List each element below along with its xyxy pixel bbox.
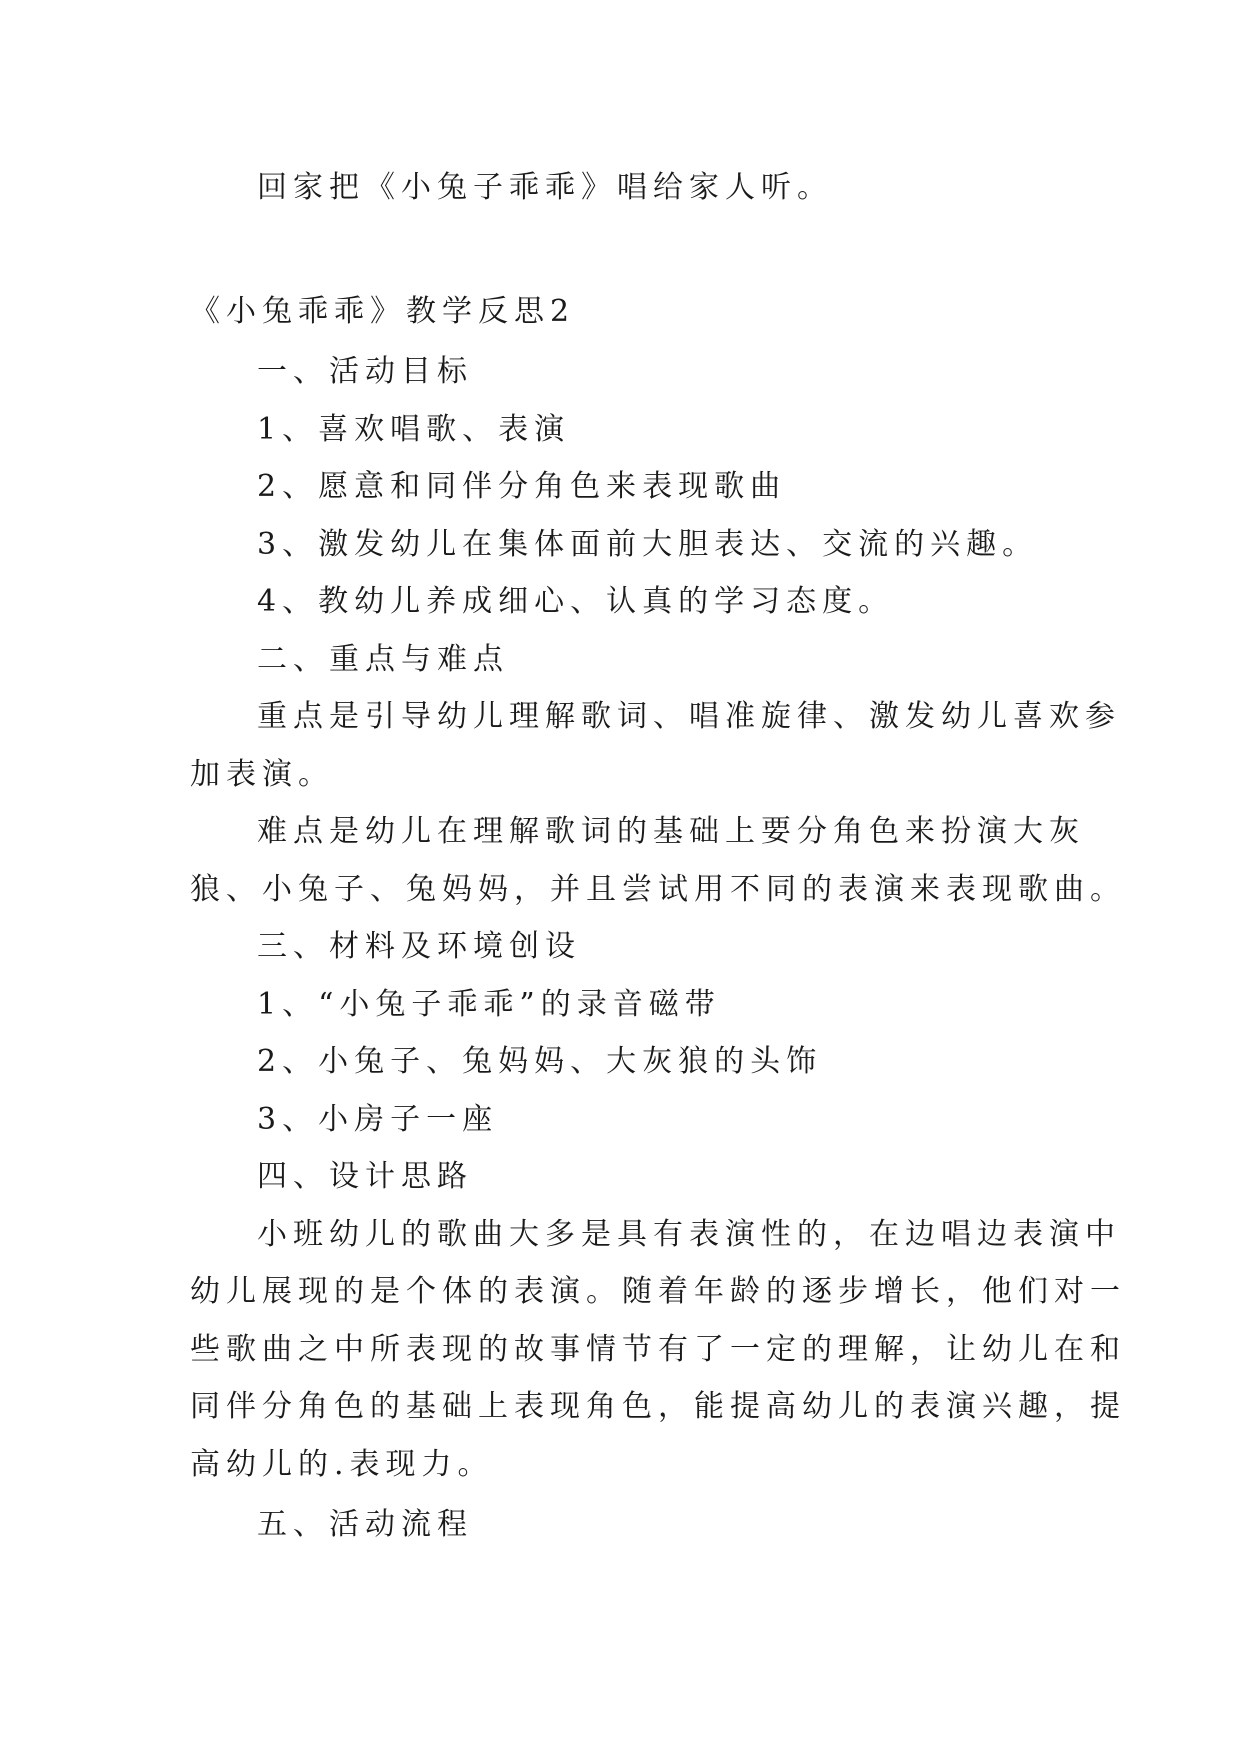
- list-item: 1、“小兔子乖乖”的录音磁带: [257, 987, 721, 1022]
- closing-paragraph: 回家把《小兔子乖乖》唱给家人听。: [257, 170, 833, 205]
- section-heading-process: 五、活动流程: [257, 1507, 473, 1542]
- section-heading-materials: 三、材料及环境创设: [257, 929, 581, 964]
- section-heading-goals: 一、活动目标: [257, 354, 473, 389]
- document-title: 《小兔乖乖》教学反思2: [190, 294, 576, 329]
- list-item: 1、喜欢唱歌、表演: [257, 412, 571, 447]
- paragraph-line: 重点是引导幼儿理解歌词、唱准旋律、激发幼儿喜欢参: [257, 699, 1121, 734]
- section-heading-focus: 二、重点与难点: [257, 642, 509, 677]
- list-item: 2、愿意和同伴分角色来表现歌曲: [257, 469, 787, 504]
- list-item: 4、教幼儿养成细心、认真的学习态度。: [257, 584, 895, 619]
- paragraph-line: 狼、小兔子、兔妈妈，并且尝试用不同的表演来表现歌曲。: [190, 872, 1126, 907]
- list-item: 2、小兔子、兔妈妈、大灰狼的头饰: [257, 1044, 823, 1079]
- paragraph-line: 高幼儿的.表现力。: [190, 1447, 494, 1482]
- list-item: 3、激发幼儿在集体面前大胆表达、交流的兴趣。: [257, 527, 1039, 562]
- list-item: 3、小房子一座: [257, 1102, 499, 1137]
- section-heading-design: 四、设计思路: [257, 1159, 473, 1194]
- paragraph-line: 加表演。: [190, 757, 334, 792]
- paragraph-line: 幼儿展现的是个体的表演。随着年龄的逐步增长，他们对一: [190, 1274, 1126, 1309]
- paragraph-line: 同伴分角色的基础上表现角色，能提高幼儿的表演兴趣，提: [190, 1389, 1126, 1424]
- paragraph-line: 难点是幼儿在理解歌词的基础上要分角色来扮演大灰: [257, 814, 1085, 849]
- paragraph-line: 小班幼儿的歌曲大多是具有表演性的，在边唱边表演中: [257, 1217, 1121, 1252]
- paragraph-line: 些歌曲之中所表现的故事情节有了一定的理解，让幼儿在和: [190, 1332, 1126, 1367]
